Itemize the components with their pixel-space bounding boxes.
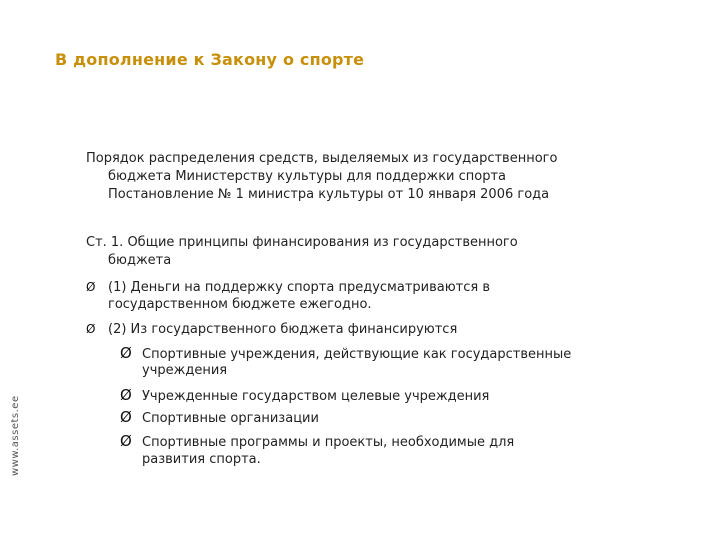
article-line-1: Ст. 1. Общие принципы финансирования из государственного [86,235,518,250]
sub-bullet-3 [120,408,319,428]
arrow-bullet-icon: Ø [86,280,96,294]
intro-block [86,150,646,204]
bullet-1-line-2: государственном бюджете ежегодно. [108,297,372,312]
sub-bullet-1-line-1: Спортивные учреждения, действующие как государственные [142,347,572,362]
intro-line-2: бюджета Министерству культуры для поддержки спорта [108,169,507,184]
arrow-bullet-icon: Ø [120,344,132,362]
arrow-bullet-icon: Ø [120,386,132,404]
bullet-1 [86,278,490,297]
sub-bullet-1-line-2: учреждения [142,363,228,378]
sub-bullet-2-text: Учрежденные государством целевые учреждения [142,389,490,404]
article-line-2: бюджета [108,253,172,268]
sub-bullet-4-line-1: Спортивные программы и проекты, необходимые для [142,435,515,450]
arrow-bullet-icon: Ø [120,432,132,450]
sub-bullet-1 [120,344,571,364]
bullet-1-line-1: (1) Деньги на поддержку спорта предусматриваются в [108,280,490,295]
sub-bullet-2 [120,386,489,406]
side-website-text: www.assets.ee [10,395,21,476]
arrow-bullet-icon: Ø [120,408,132,426]
intro-line-1: Порядок распределения средств, выделяемых из государственного [86,151,558,166]
sub-bullet-4 [120,432,514,452]
bullet-2-line-1: (2) Из государственного бюджета финансируются [108,322,458,337]
article-block [86,234,646,270]
sub-bullet-4-line-2: развития спорта. [142,452,261,467]
sub-bullet-3-text: Спортивные организации [142,411,319,426]
bullet-2 [86,320,457,339]
arrow-bullet-icon: Ø [86,322,96,336]
slide-title: В дополнение к Закону о спорте [55,50,365,69]
intro-line-3: Постановление № 1 министра культуры от 10 января 2006 года [108,187,550,202]
